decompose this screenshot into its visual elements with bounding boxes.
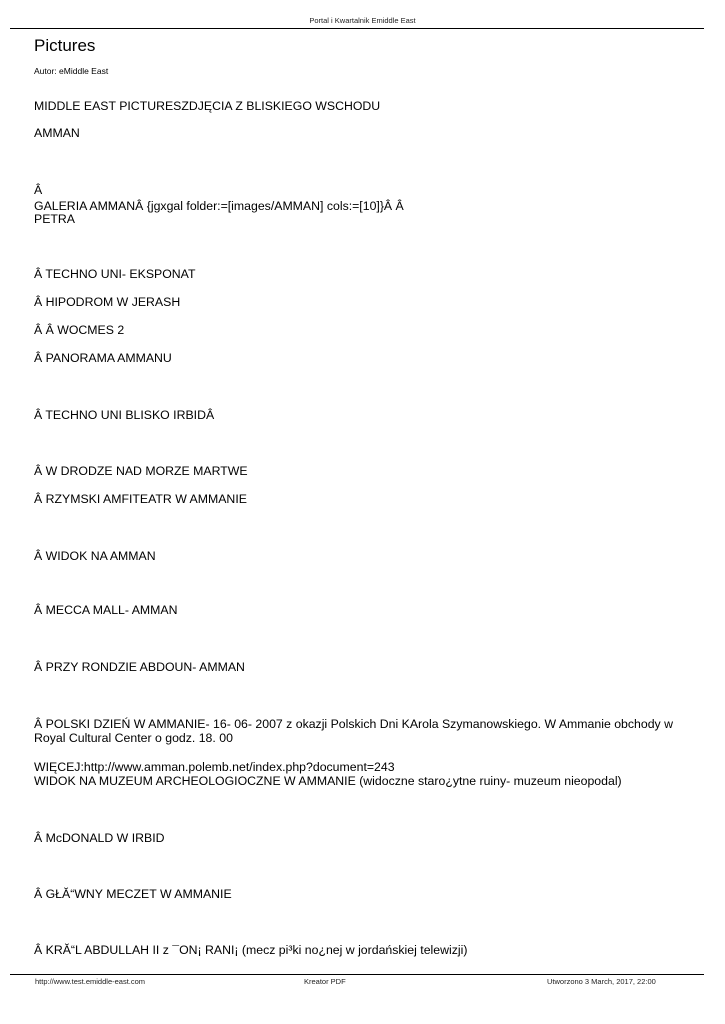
article-line: Â Â WOCMES 2 xyxy=(34,323,125,337)
article-line: Â RZYMSKI AMFITEATR W AMMANIE xyxy=(34,492,247,506)
article-line: PETRA xyxy=(34,212,75,226)
author-line: Autor: eMiddle East xyxy=(34,66,109,76)
article-line: Â McDONALD W IRBID xyxy=(34,831,165,845)
article-line: Â xyxy=(34,183,43,197)
header-text: Portal i Kwartalnik Emiddle East xyxy=(309,16,416,25)
article-line: Â W DRODZE NAD MORZE MARTWE xyxy=(34,464,248,478)
footer-generator: Kreator PDF xyxy=(304,977,346,986)
footer-rule xyxy=(10,974,704,975)
article-line: Â GŁĂ“WNY MECZET W AMMANIE xyxy=(34,887,232,901)
article-line: Â PANORAMA AMMANU xyxy=(34,351,172,365)
footer-created: Utworzono 3 March, 2017, 22:00 xyxy=(547,977,656,986)
article-line: Â TECHNO UNI BLISKO IRBIDÂ xyxy=(34,408,215,422)
article-line: Â MECCA MALL- AMMAN xyxy=(34,603,178,617)
article-line: WIDOK NA MUZEUM ARCHEOLOGIOCZNE W AMMANIE (widoczne staro¿ytne ruiny- muzeum nieopodal) xyxy=(34,774,622,788)
article-line: Â WIDOK NA AMMAN xyxy=(34,549,156,563)
article-line: GALERIA AMMANÂ {jgxgal folder:=[images/AMMAN] cols:=[10]}Â Â xyxy=(34,199,404,213)
header-rule xyxy=(10,28,704,29)
article-line: Â KRĂ“L ABDULLAH II z ¯ON¡ RANI¡ (mecz pi³ki no¿nej w jordańskiej telewizji) xyxy=(34,943,468,957)
article-line: Â PRZY RONDZIE ABDOUN- AMMAN xyxy=(34,660,245,674)
article-line: Â POLSKI DZIEŃ W AMMANIE- 16- 06- 2007 z okazji Polskich Dni KArola Szymanowskiego. W Ammanie obchody w Royal Cultural Center o godz. 18. 00 xyxy=(34,717,673,745)
article-line: WIĘCEJ:http://www.amman.polemb.net/index.php?document=243 xyxy=(34,760,395,774)
footer-url: http://www.test.emiddle-east.com xyxy=(35,977,146,986)
article-line: MIDDLE EAST PICTURESZDJĘCIA Z BLISKIEGO WSCHODU xyxy=(34,99,381,113)
page-title: Pictures xyxy=(34,36,96,55)
article-line: Â HIPODROM W JERASH xyxy=(34,295,181,309)
article-line: Â TECHNO UNI- EKSPONAT xyxy=(34,267,196,281)
article-line: AMMAN xyxy=(34,126,80,140)
